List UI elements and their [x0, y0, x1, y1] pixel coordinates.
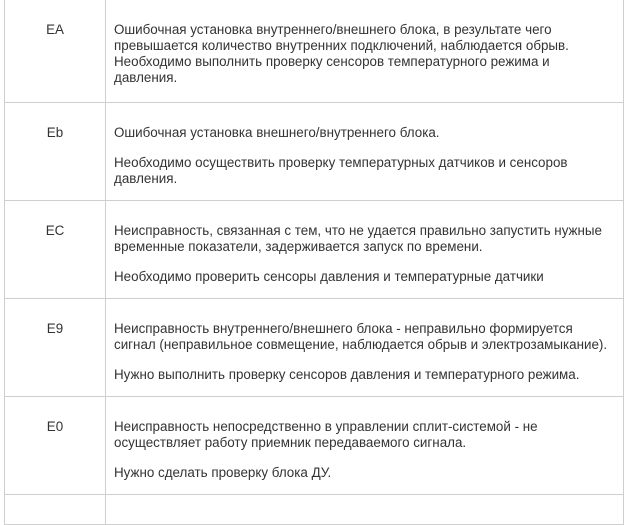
table-row — [5, 200, 624, 298]
error-description — [106, 396, 624, 494]
description-paragraph: Необходимо осуществить проверку температурных датчиков и сенсоров давления. — [114, 154, 568, 186]
error-codes-table — [4, 0, 624, 525]
error-code — [5, 494, 106, 524]
error-code: EC — [5, 200, 106, 298]
table-row — [5, 298, 624, 396]
error-code: E0 — [5, 396, 106, 494]
error-description — [106, 0, 624, 102]
description-paragraph: Нужно выполнить проверку сенсоров давления и температурного режима. — [114, 366, 580, 382]
error-description — [106, 102, 624, 200]
description-paragraph: Ошибочная установка внутреннего/внешнего блока, в результате чего превышается количество внутренних подключений, наблюдается обрыв. Необходимо выполнить проверку сенсоров температурного режима и давления. — [114, 22, 569, 85]
table-row — [5, 102, 624, 200]
description-paragraph: Неисправность непосредственно в управлении сплит-системой - не осуществляет работу приемник передаваемого сигнала. — [114, 418, 538, 450]
description-paragraph: Нужно сделать проверку блока ДУ. — [114, 464, 332, 480]
table-row — [5, 494, 624, 524]
description-paragraph: Ошибочная установка внешнего/внутреннего блока. — [114, 124, 440, 140]
description-paragraph: Неисправность, связанная с тем, что не удается правильно запустить нужные временные показатели, задерживается запуск по времени. — [114, 222, 602, 254]
error-code: E9 — [5, 298, 106, 396]
error-description — [106, 494, 624, 524]
description-paragraph: Неисправность внутреннего/внешнего блока - неправильно формируется сигнал (неправильное совмещение, наблюдается обрыв и электрозамыкание). — [114, 320, 608, 352]
table-row — [5, 396, 624, 494]
table-row — [5, 0, 624, 102]
error-code: EA — [5, 0, 106, 102]
error-code: Eb — [5, 102, 106, 200]
error-description — [106, 200, 624, 298]
error-description — [106, 298, 624, 396]
description-paragraph: Необходимо проверить сенсоры давления и температурные датчики — [114, 268, 544, 284]
